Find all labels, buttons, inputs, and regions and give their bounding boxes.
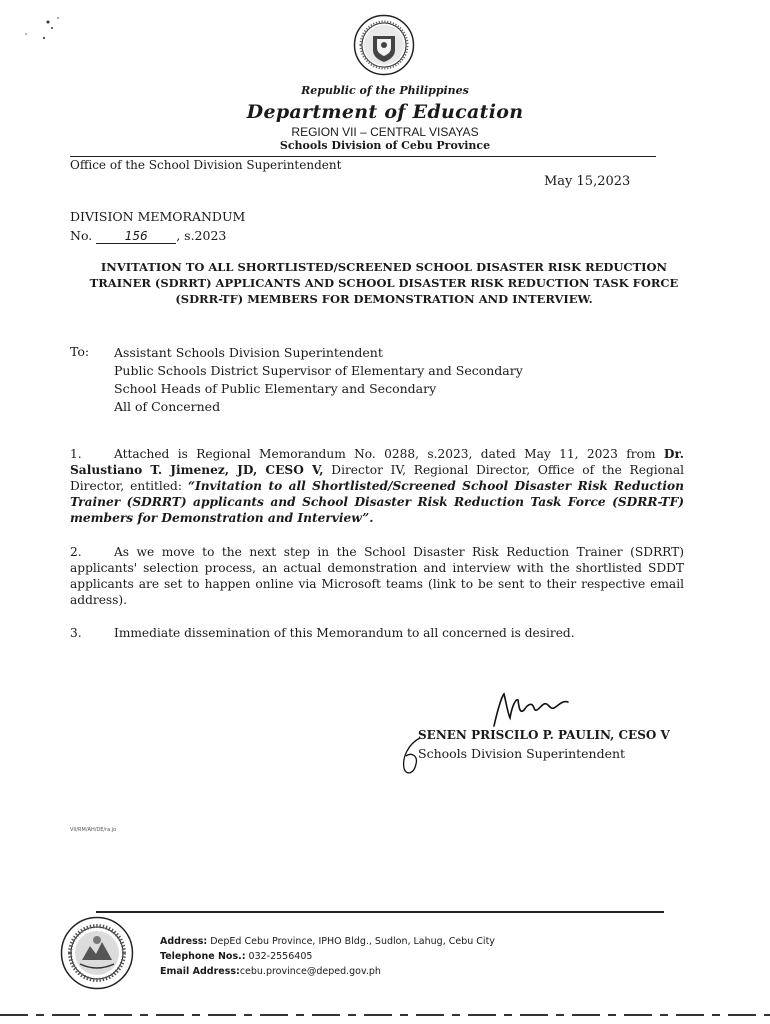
memo-title: “Invitation to all Shortlisted/Screened School Disaster Risk Reduction Trainer (SDRRT) applicants and School Disaster Risk Reduction Task Force (SDRR-TF) members for Demonstration and Interview”. <box>70 479 684 525</box>
memo-type: DIVISION MEMORANDUM <box>70 209 246 224</box>
paragraph-3 <box>70 625 684 641</box>
header-divider <box>70 156 656 157</box>
signatory-title: Schools Division Superintendent <box>418 746 626 761</box>
scan-artifact <box>18 14 68 48</box>
memo-no-value: 156 <box>96 229 176 244</box>
signature-icon <box>488 688 578 730</box>
reference-initials: VII/RM/AH/DE/ra.jo <box>70 827 117 833</box>
paragraph-text: Attached is Regional Memorandum No. 0288, s.2023, dated May 11, 2023 from <box>114 447 664 461</box>
recipient-item: All of Concerned <box>114 399 221 414</box>
signatory-name: SENEN PRISCILO P. PAULIN, CESO V <box>418 728 670 742</box>
deped-seal-icon <box>353 14 415 76</box>
department-title: Department of Education <box>246 101 524 123</box>
recipient-item: Assistant Schools Division Superintendent <box>114 345 383 360</box>
recipient-item: Public Schools District Supervisor of Elementary and Secondary <box>114 363 523 378</box>
recipient-item: School Heads of Public Elementary and Secondary <box>114 381 437 396</box>
division-seal-icon <box>60 916 134 990</box>
paragraph-text: Director IV, Regional Director, Office of the Regional Director, entitled: <box>70 463 684 493</box>
footer-address: Address: DepEd Cebu Province, IPHO Bldg., Sudlon, Lahug, Cebu City <box>160 936 495 947</box>
footer-phone: Telephone Nos.: 032-2556405 <box>160 951 313 962</box>
paragraph-2 <box>70 544 684 608</box>
region-line: REGION VII – CENTRAL VISAYAS <box>291 125 479 139</box>
page-bottom-rule <box>0 1014 770 1016</box>
footer-email: Email Address:cebu.province@deped.gov.ph <box>160 966 381 977</box>
memo-subject: INVITATION TO ALL SHORTLISTED/SCREENED SCHOOL DISASTER RISK REDUCTION TRAINER (SDRRT) APPLICANTS AND SCHOOL DISASTER RISK REDUCTION TASK FORCE (SDRR-TF) MEMBERS FOR DEMONSTRATION AND INTERVIEW. <box>89 260 679 306</box>
republic-line: Republic of the Philippines <box>301 84 469 97</box>
memo-date: May 15,2023 <box>544 174 631 189</box>
footer-contact <box>160 934 495 979</box>
memo-series: , s.2023 <box>176 228 227 243</box>
paragraph-number: 1. <box>70 447 82 461</box>
recipient-list <box>114 344 523 416</box>
paragraph-text: As we move to the next step in the School Disaster Risk Reduction Trainer (SDRRT) applicants' selection process, an actual demonstration and interview with the shortlisted SDDT applicants are set to happen online via Microsoft teams (link to be sent to their respective email address). <box>70 545 684 607</box>
memo-number <box>70 228 226 244</box>
regional-director-name: Dr. Salustiano T. Jimenez, JD, CESO V, <box>70 447 684 477</box>
office-line: Office of the School Division Superintendent <box>70 158 342 172</box>
paragraph-text: Immediate dissemination of this Memorandum to all concerned is desired. <box>114 626 575 640</box>
paragraph-number: 2. <box>70 545 82 559</box>
division-line: Schools Division of Cebu Province <box>279 139 491 152</box>
footer-divider <box>96 911 664 913</box>
paragraph-1 <box>70 446 684 526</box>
paragraph-number: 3. <box>70 626 82 640</box>
memo-no-label: No. <box>70 228 93 243</box>
to-label: To: <box>70 344 90 359</box>
